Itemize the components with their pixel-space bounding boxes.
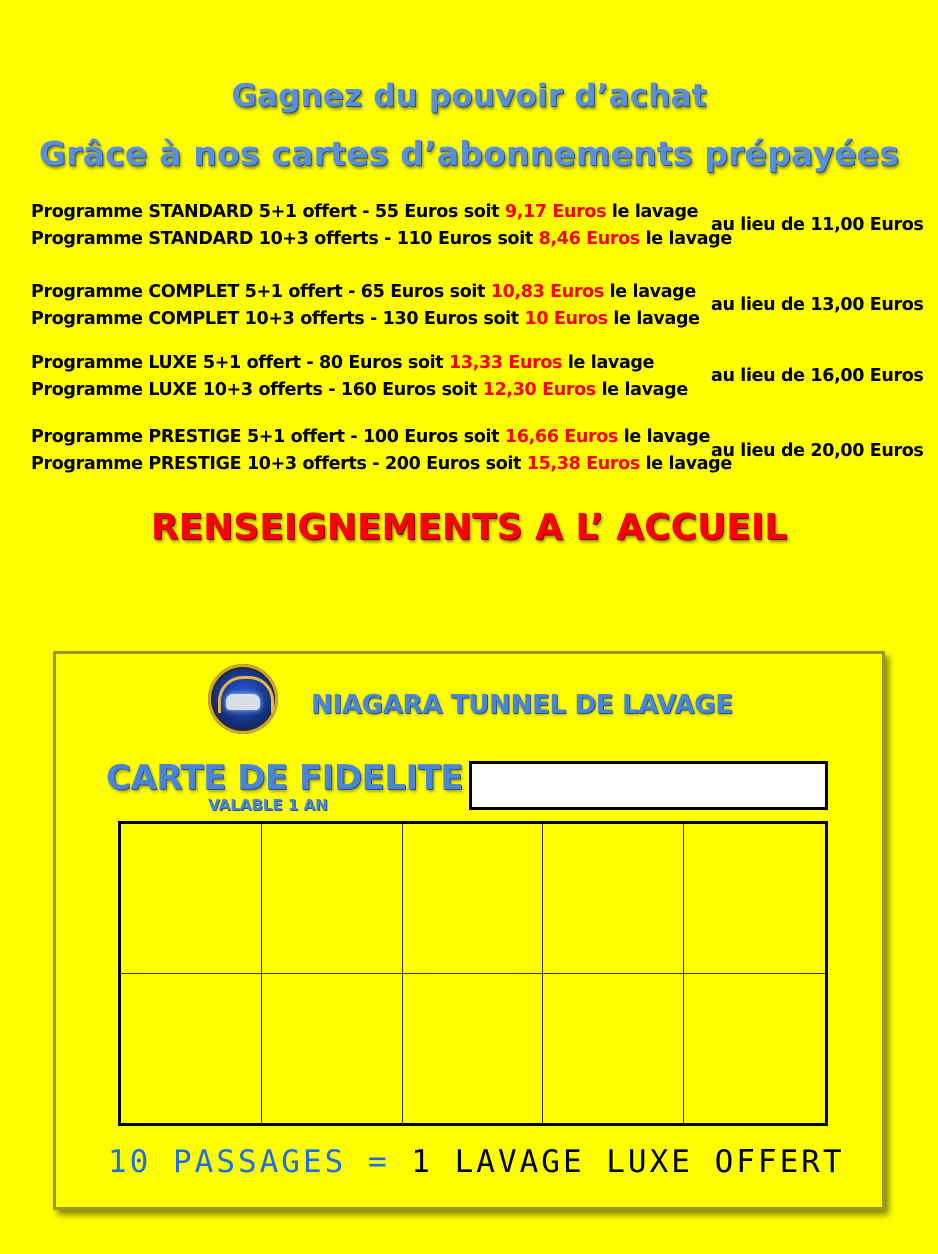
offer-reward: 1 LAVAGE LUXE OFFERT (411, 1144, 845, 1180)
program-luxe-10-3: Programme LUXE 10+3 offerts - 160 Euros soit 12,30 Euros le lavage (31, 380, 688, 400)
stamp-cell[interactable] (684, 824, 825, 974)
stamp-cell[interactable] (262, 974, 403, 1124)
card-validity: VALABLE 1 AN (208, 796, 328, 814)
stamp-cell[interactable] (684, 974, 825, 1124)
instead-price-complet: au lieu de 13,00 Euros (711, 295, 924, 315)
price: 15,38 Euros (526, 454, 640, 474)
price: 10,83 Euros (490, 282, 604, 302)
program-standard-10-3: Programme STANDARD 10+3 offerts - 110 Euros soit 8,46 Euros le lavage (31, 229, 732, 249)
card-offer (108, 1144, 845, 1180)
stamp-cell[interactable] (262, 824, 403, 974)
price: 12,30 Euros (482, 380, 596, 400)
program-luxe-5-1: Programme LUXE 5+1 offert - 80 Euros soit 13,33 Euros le lavage (31, 353, 655, 373)
card-title: CARTE DE FIDELITE (106, 758, 464, 798)
card-name-field[interactable] (469, 761, 828, 810)
car-wash-tunnel-logo-icon (208, 664, 278, 734)
info-banner: RENSEIGNEMENTS A L’ ACCUEIL (150, 507, 788, 548)
stamp-cell[interactable] (121, 824, 262, 974)
offer-count: 10 PASSAGES = (108, 1144, 412, 1180)
brand-name: NIAGARA TUNNEL DE LAVAGE (311, 690, 733, 720)
stamp-cell[interactable] (403, 974, 544, 1124)
stamp-grid (118, 821, 828, 1126)
price: 10 Euros (524, 309, 608, 329)
instead-price-luxe: au lieu de 16,00 Euros (711, 366, 924, 386)
program-standard-5-1: Programme STANDARD 5+1 offert - 55 Euros soit 9,17 Euros le lavage (31, 202, 699, 222)
page-title-line-2: Grâce à nos cartes d’abonnements prépayées (38, 134, 900, 173)
price: 9,17 Euros (504, 202, 607, 222)
program-complet-5-1: Programme COMPLET 5+1 offert - 65 Euros soit 10,83 Euros le lavage (31, 282, 696, 302)
price: 8,46 Euros (538, 229, 640, 249)
stamp-cell[interactable] (403, 824, 544, 974)
instead-price-prestige: au lieu de 20,00 Euros (711, 441, 924, 461)
stamp-cell[interactable] (121, 974, 262, 1124)
program-prestige-5-1: Programme PRESTIGE 5+1 offert - 100 Euros soit 16,66 Euros le lavage (31, 427, 710, 447)
car-icon (226, 694, 260, 710)
instead-price-standard: au lieu de 11,00 Euros (711, 215, 924, 235)
page-title-line-1: Gagnez du pouvoir d’achat (231, 78, 707, 114)
price: 13,33 Euros (449, 353, 563, 373)
loyalty-card (53, 651, 885, 1210)
stamp-cell[interactable] (543, 974, 684, 1124)
program-prestige-10-3: Programme PRESTIGE 10+3 offerts - 200 Euros soit 15,38 Euros le lavage (31, 454, 732, 474)
program-complet-10-3: Programme COMPLET 10+3 offerts - 130 Euros soit 10 Euros le lavage (31, 309, 700, 329)
stamp-cell[interactable] (543, 824, 684, 974)
price: 16,66 Euros (504, 427, 619, 447)
